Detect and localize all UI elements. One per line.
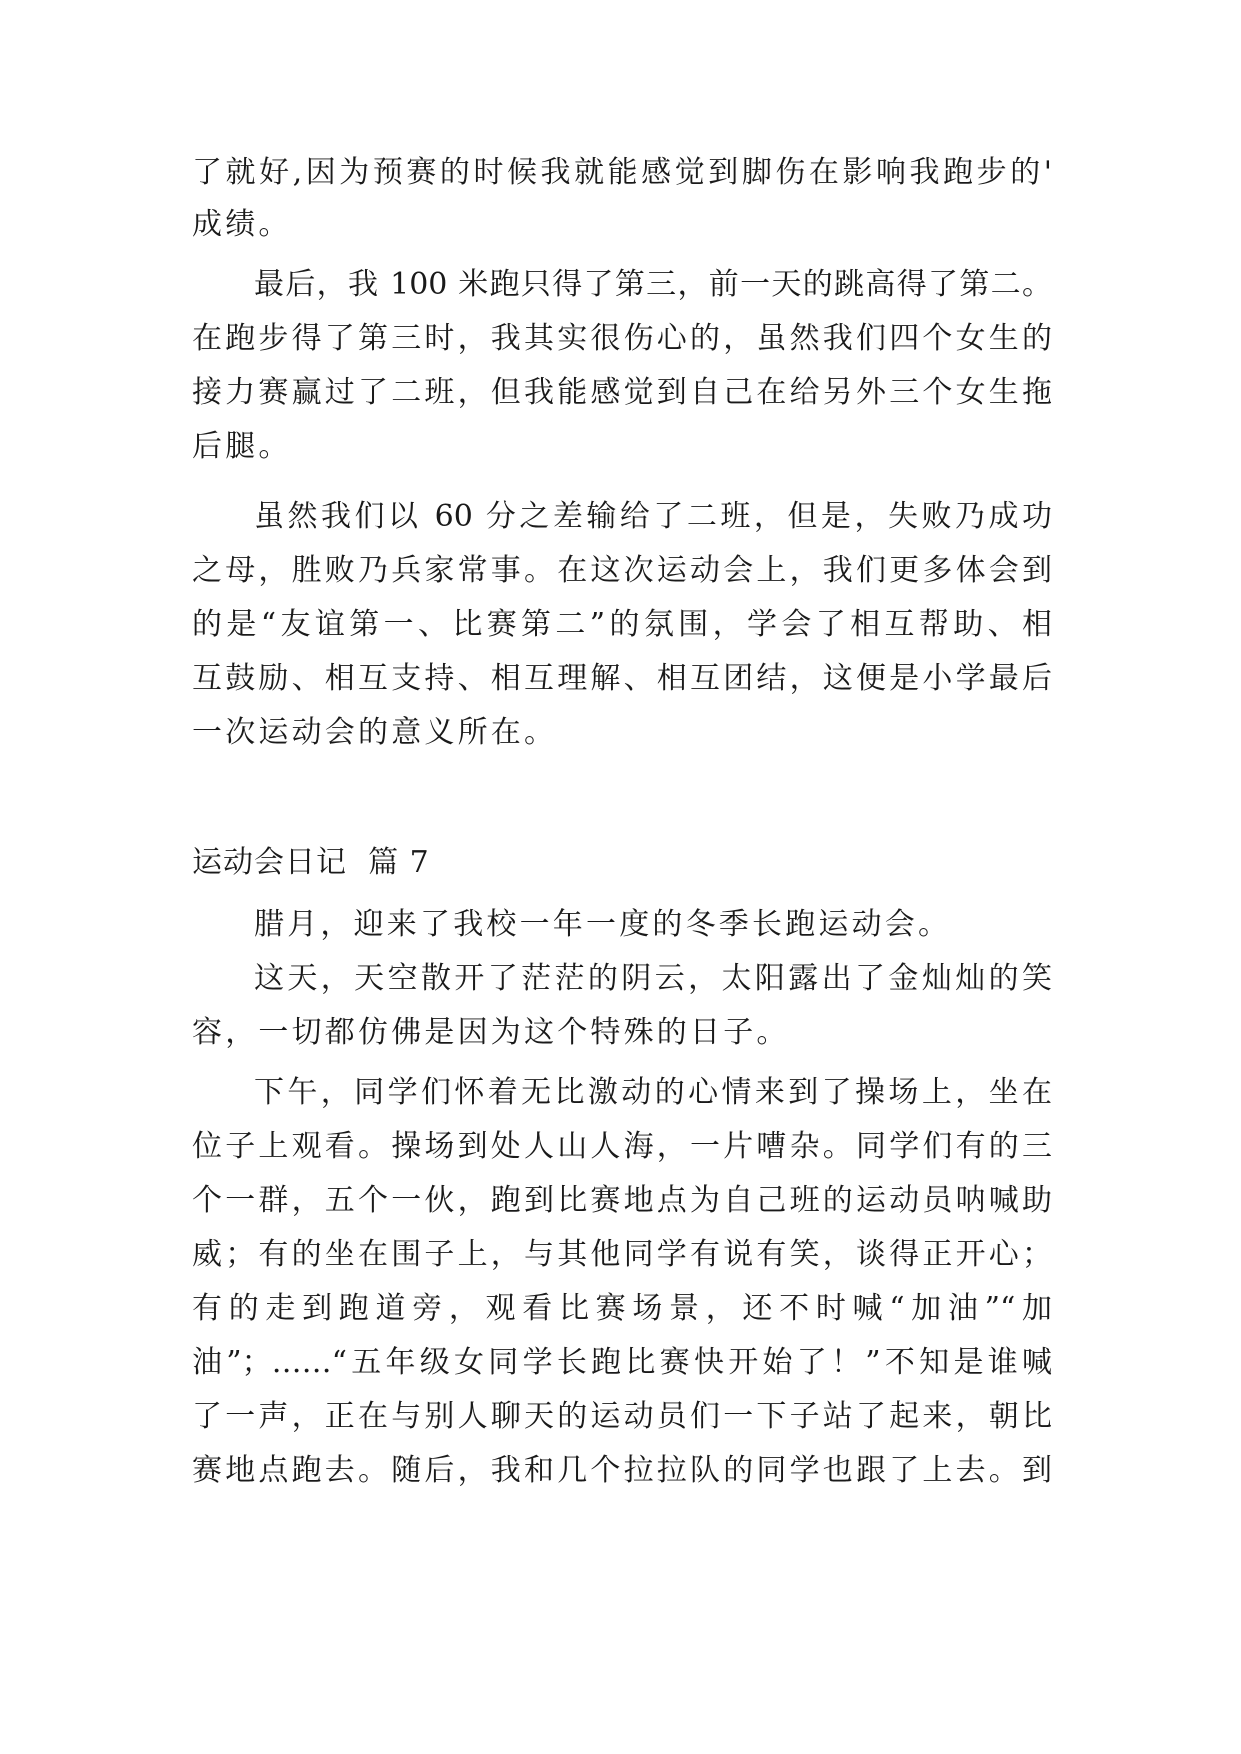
- text-line: 有的走到跑道旁，观看比赛场景，还不时喊“加油”“加: [192, 1291, 1052, 1326]
- text-line: 互鼓励、相互支持、相互理解、相互团结，这便是小学最后: [192, 661, 1052, 696]
- text-line: 个一群，五个一伙，跑到比赛地点为自己班的运动员呐喊助: [192, 1183, 1052, 1218]
- text-line: 威；有的坐在围子上，与其他同学有说有笑，谈得正开心；: [192, 1237, 1052, 1272]
- text-line: 下午，同学们怀着无比激动的心情来到了操场上，坐在: [254, 1075, 1052, 1110]
- text-line: 位子上观看。操场到处人山人海，一片嘈杂。同学们有的三: [192, 1129, 1052, 1164]
- section-heading: 运动会日记 篇 7: [192, 845, 430, 880]
- text-line: 了一声，正在与别人聊天的运动员们一下子站了起来，朝比: [192, 1399, 1052, 1434]
- text-line: 油”；……“五年级女同学长跑比赛快开始了！”不知是谁喊: [192, 1345, 1052, 1380]
- text-line: 了就好,因为预赛的时候我就能感觉到脚伤在影响我跑步的': [192, 155, 1052, 190]
- text-line: 之母，胜败乃兵家常事。在这次运动会上，我们更多体会到: [192, 553, 1052, 588]
- text-line: 这天，天空散开了茫茫的阴云，太阳露出了金灿灿的笑: [254, 961, 1052, 996]
- text-line: 容，一切都仿佛是因为这个特殊的日子。: [192, 1015, 790, 1050]
- text-line: 接力赛赢过了二班，但我能感觉到自己在给另外三个女生拖: [192, 375, 1052, 410]
- text-line: 虽然我们以 60 分之差输给了二班，但是，失败乃成功: [254, 499, 1052, 534]
- text-line: 后腿。: [192, 429, 292, 464]
- text-line: 一次运动会的意义所在。: [192, 715, 558, 750]
- text-line: 赛地点跑去。随后，我和几个拉拉队的同学也跟了上去。到: [192, 1453, 1052, 1488]
- text-line: 成绩。: [192, 207, 292, 242]
- text-line: 腊月，迎来了我校一年一度的冬季长跑运动会。: [254, 907, 952, 942]
- text-line: 在跑步得了第三时，我其实很伤心的，虽然我们四个女生的: [192, 321, 1052, 356]
- text-line: 的是“友谊第一、比赛第二”的氛围，学会了相互帮助、相: [192, 607, 1052, 642]
- text-line: 最后，我 100 米跑只得了第三，前一天的跳高得了第二。: [254, 267, 1052, 302]
